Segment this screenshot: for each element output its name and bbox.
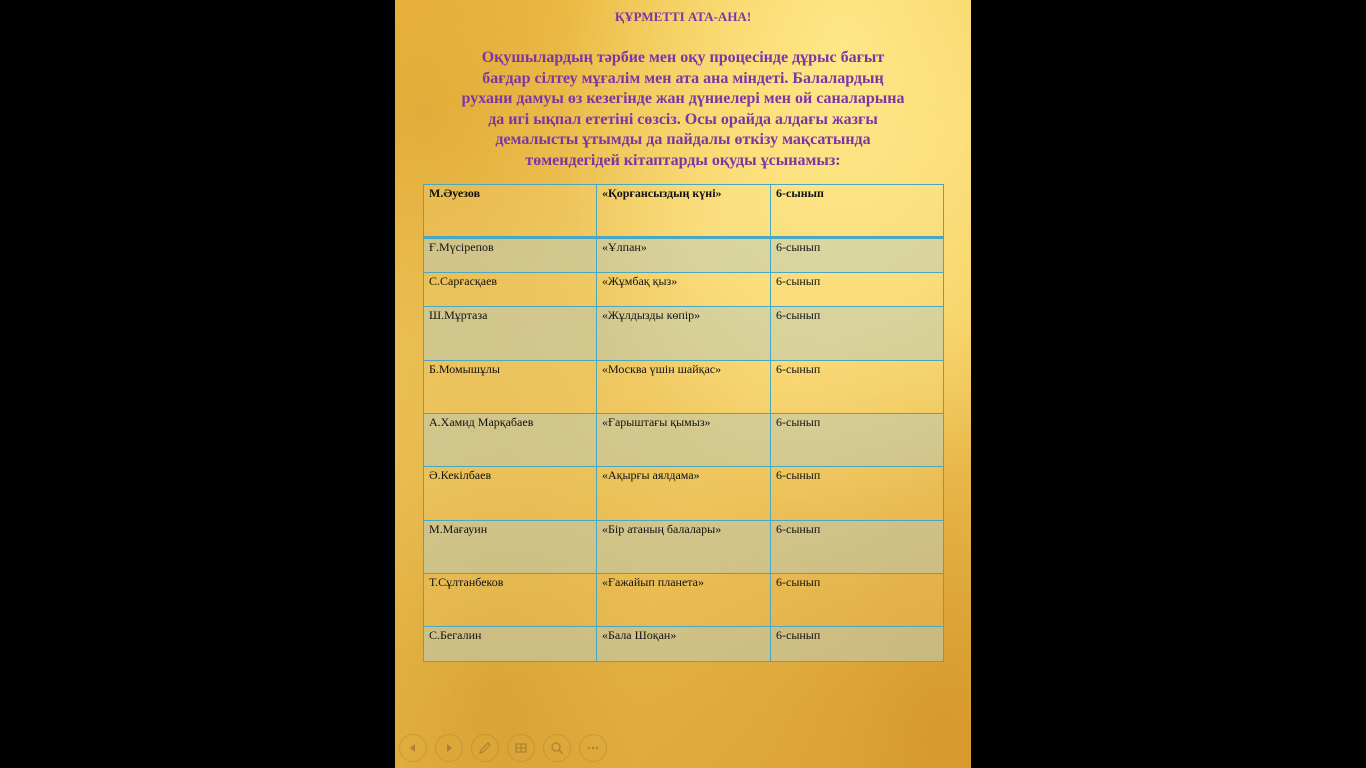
book-author: Т.Сұлтанбеков bbox=[424, 574, 597, 627]
table-row bbox=[424, 414, 944, 467]
book-author: Ә.Кекілбаев bbox=[424, 467, 597, 521]
book-grade: 6-сынып bbox=[771, 521, 944, 574]
slides-grid-icon bbox=[514, 741, 528, 755]
book-title: «Ұлпан» bbox=[597, 238, 771, 273]
book-table bbox=[423, 184, 944, 662]
book-title: «Бала Шоқан» bbox=[597, 627, 771, 662]
table-row bbox=[424, 185, 944, 238]
book-title: «Жұмбақ қыз» bbox=[597, 273, 771, 307]
book-title: «Ғажайып планета» bbox=[597, 574, 771, 627]
book-grade: 6-сынып bbox=[771, 627, 944, 662]
book-author: А.Хамид Марқабаев bbox=[424, 414, 597, 467]
slide bbox=[395, 0, 971, 768]
table-row bbox=[424, 627, 944, 662]
table-row bbox=[424, 238, 944, 273]
next-slide-button[interactable] bbox=[435, 734, 463, 762]
previous-slide-button[interactable] bbox=[399, 734, 427, 762]
more-options-button[interactable] bbox=[579, 734, 607, 762]
arrow-right-icon bbox=[443, 742, 455, 754]
table-row bbox=[424, 521, 944, 574]
book-grade: 6-сынып bbox=[771, 238, 944, 273]
book-title: «Москва үшін шайқас» bbox=[597, 361, 771, 414]
book-grade: 6-сынып bbox=[771, 574, 944, 627]
pen-icon bbox=[478, 741, 492, 755]
book-author: Ғ.Мүсірепов bbox=[424, 238, 597, 273]
book-grade: 6-сынып bbox=[771, 467, 944, 521]
book-author: М.Әуезов bbox=[424, 185, 597, 238]
book-grade: 6-сынып bbox=[771, 273, 944, 307]
intro-paragraph: Оқушылардың тәрбие мен оқу процесінде дұрыс бағыт бағдар сілтеу мұғалім мен ата ана міндеті. Балалардың рухани дамуы өз кезегінде жан дүниелері мен ой саналарына да игі ықпал ететіні сөзсіз. Осы орайда алдағы жазғы демалысты ұтымды да пайдалы өткізу мақсатында төмендегідей кітаптарды оқуды ұсынамыз: bbox=[461, 49, 905, 169]
book-grade: 6-сынып bbox=[771, 185, 944, 238]
magnifier-icon bbox=[550, 741, 564, 755]
book-author: М.Мағауин bbox=[424, 521, 597, 574]
slide-title: ҚҰРМЕТТІ АТА-АНА! bbox=[614, 9, 752, 24]
table-row bbox=[424, 574, 944, 627]
book-grade: 6-сынып bbox=[771, 361, 944, 414]
book-title: «Қорғансыздың күні» bbox=[597, 185, 771, 238]
more-options-icon bbox=[586, 741, 600, 755]
table-row bbox=[424, 307, 944, 361]
slideshow-controls bbox=[399, 734, 607, 764]
arrow-left-icon bbox=[407, 742, 419, 754]
book-grade: 6-сынып bbox=[771, 414, 944, 467]
see-all-slides-button[interactable] bbox=[507, 734, 535, 762]
table-row bbox=[424, 361, 944, 414]
book-author: Б.Момышұлы bbox=[424, 361, 597, 414]
zoom-button[interactable] bbox=[543, 734, 571, 762]
book-grade: 6-сынып bbox=[771, 307, 944, 361]
book-title: «Ақырғы аялдама» bbox=[597, 467, 771, 521]
book-author: С.Бегалин bbox=[424, 627, 597, 662]
book-title: «Бір атаның балалары» bbox=[597, 521, 771, 574]
book-author: С.Сарғасқаев bbox=[424, 273, 597, 307]
book-author: Ш.Мұртаза bbox=[424, 307, 597, 361]
book-title: «Жұлдызды көпір» bbox=[597, 307, 771, 361]
pen-tool-button[interactable] bbox=[471, 734, 499, 762]
table-row bbox=[424, 273, 944, 307]
book-title: «Ғарыштағы қымыз» bbox=[597, 414, 771, 467]
table-row bbox=[424, 467, 944, 521]
